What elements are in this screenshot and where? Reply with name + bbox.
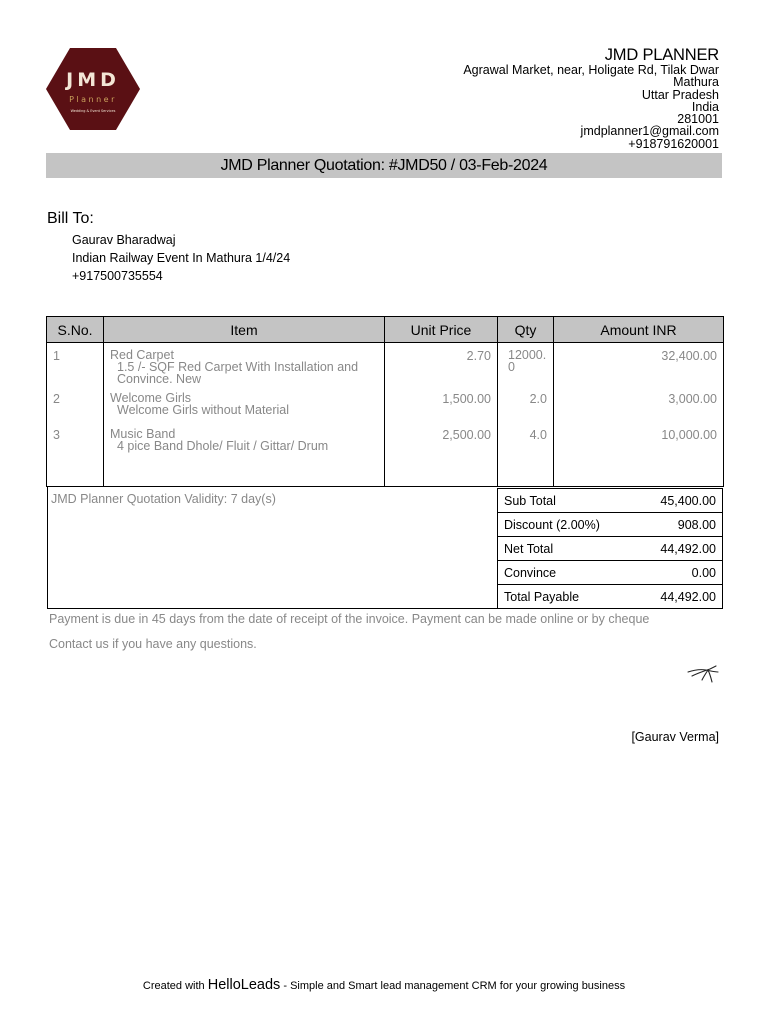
footer-prefix: Created with (142, 980, 205, 992)
row-unit-price: 2,500.00 (385, 428, 498, 487)
bill-to-phone: +917500735554 (72, 269, 163, 284)
item-desc: Welcome Girls without Material (117, 402, 290, 417)
row-sno: 1 (47, 343, 104, 392)
row-sno: 3 (47, 428, 104, 487)
company-email[interactable]: jmdplanner1@gmail.com (580, 124, 719, 139)
row-item (104, 428, 385, 487)
totals-row (498, 561, 723, 585)
row-amount: 32,400.00 (554, 343, 724, 392)
total-payable-value: 44,492.00 (636, 585, 723, 609)
items-table (46, 316, 724, 487)
header-qty: Qty (498, 317, 554, 343)
table-header-row (47, 317, 724, 343)
row-sno: 2 (47, 392, 104, 428)
company-info (463, 47, 719, 150)
table-row (47, 343, 724, 392)
row-amount: 10,000.00 (554, 428, 724, 487)
total-payable-label: Total Payable (498, 585, 636, 609)
row-item (104, 343, 385, 392)
company-address: Agrawal Market, near, Holigate Rd, Tilak Dwar (463, 63, 719, 77)
row-qty: 4.0 (498, 428, 554, 487)
row-qty: 12000.0 (498, 343, 554, 392)
company-country: India (691, 99, 719, 114)
totals-row (498, 513, 723, 537)
totals-row (498, 537, 723, 561)
row-unit-price: 1,500.00 (385, 392, 498, 428)
net-total-label: Net Total (498, 537, 636, 561)
table-row (47, 428, 724, 487)
header-item: Item (104, 317, 385, 343)
payment-note: Payment is due in 45 days from the date of receipt of the invoice. Payment can be made online or by cheque (49, 612, 650, 626)
contact-note: Contact us if you have any questions. (49, 637, 257, 651)
bill-to-heading: Bill To: (47, 210, 94, 227)
discount-label: Discount (2.00%) (498, 513, 636, 537)
logo-tagline: Wedding & Event Services (70, 109, 116, 113)
item-name: Red Carpet (110, 348, 174, 362)
company-logo (46, 48, 140, 130)
header-sno: S.No. (47, 317, 104, 343)
sub-total-value: 45,400.00 (636, 489, 723, 513)
net-total-value: 44,492.00 (636, 537, 723, 561)
validity-box (47, 487, 497, 609)
header-unit-price: Unit Price (385, 317, 498, 343)
discount-value: 908.00 (636, 513, 723, 537)
company-pincode: 281001 (677, 112, 719, 127)
row-amount: 3,000.00 (554, 392, 724, 428)
footer (0, 977, 768, 993)
item-name: Music Band (110, 426, 176, 441)
logo-main-text: JMD (66, 69, 120, 91)
company-phone: +918791620001 (628, 136, 719, 151)
item-name: Welcome Girls (110, 390, 192, 405)
totals-row (498, 585, 723, 609)
signature-image (684, 660, 722, 688)
row-qty: 2.0 (498, 392, 554, 428)
footer-suffix: - Simple and Smart lead management CRM for your growing business (283, 980, 626, 992)
totals-row (498, 489, 723, 513)
header-amount: Amount INR (554, 317, 724, 343)
company-city: Mathura (673, 75, 719, 90)
item-desc: 4 pice Band Dhole/ Fluit / Gittar/ Drum (117, 438, 329, 453)
company-name: JMD PLANNER (604, 46, 719, 64)
convince-value: 0.00 (636, 561, 723, 585)
sub-total-label: Sub Total (498, 489, 636, 513)
table-row (47, 392, 724, 428)
bill-to-details (72, 231, 290, 286)
convince-label: Convince (498, 561, 636, 585)
validity-text: JMD Planner Quotation Validity: 7 day(s) (51, 492, 276, 506)
bill-to-name: Gaurav Bharadwaj (72, 233, 176, 247)
row-unit-price: 2.70 (385, 343, 498, 392)
item-desc: 1.5 /- SQF Red Carpet With Installation and Convince. New (117, 360, 359, 386)
quotation-title: JMD Planner Quotation: #JMD50 / 03-Feb-2024 (46, 153, 722, 178)
company-state: Uttar Pradesh (641, 87, 719, 102)
signer-name: [Gaurav Verma] (631, 730, 719, 744)
bill-to-event: Indian Railway Event In Mathura 1/4/24 (72, 251, 291, 266)
logo-sub-text: Planner (69, 95, 117, 104)
row-item (104, 392, 385, 428)
footer-brand-link[interactable]: HelloLeads (207, 977, 281, 993)
totals-table (497, 488, 723, 609)
